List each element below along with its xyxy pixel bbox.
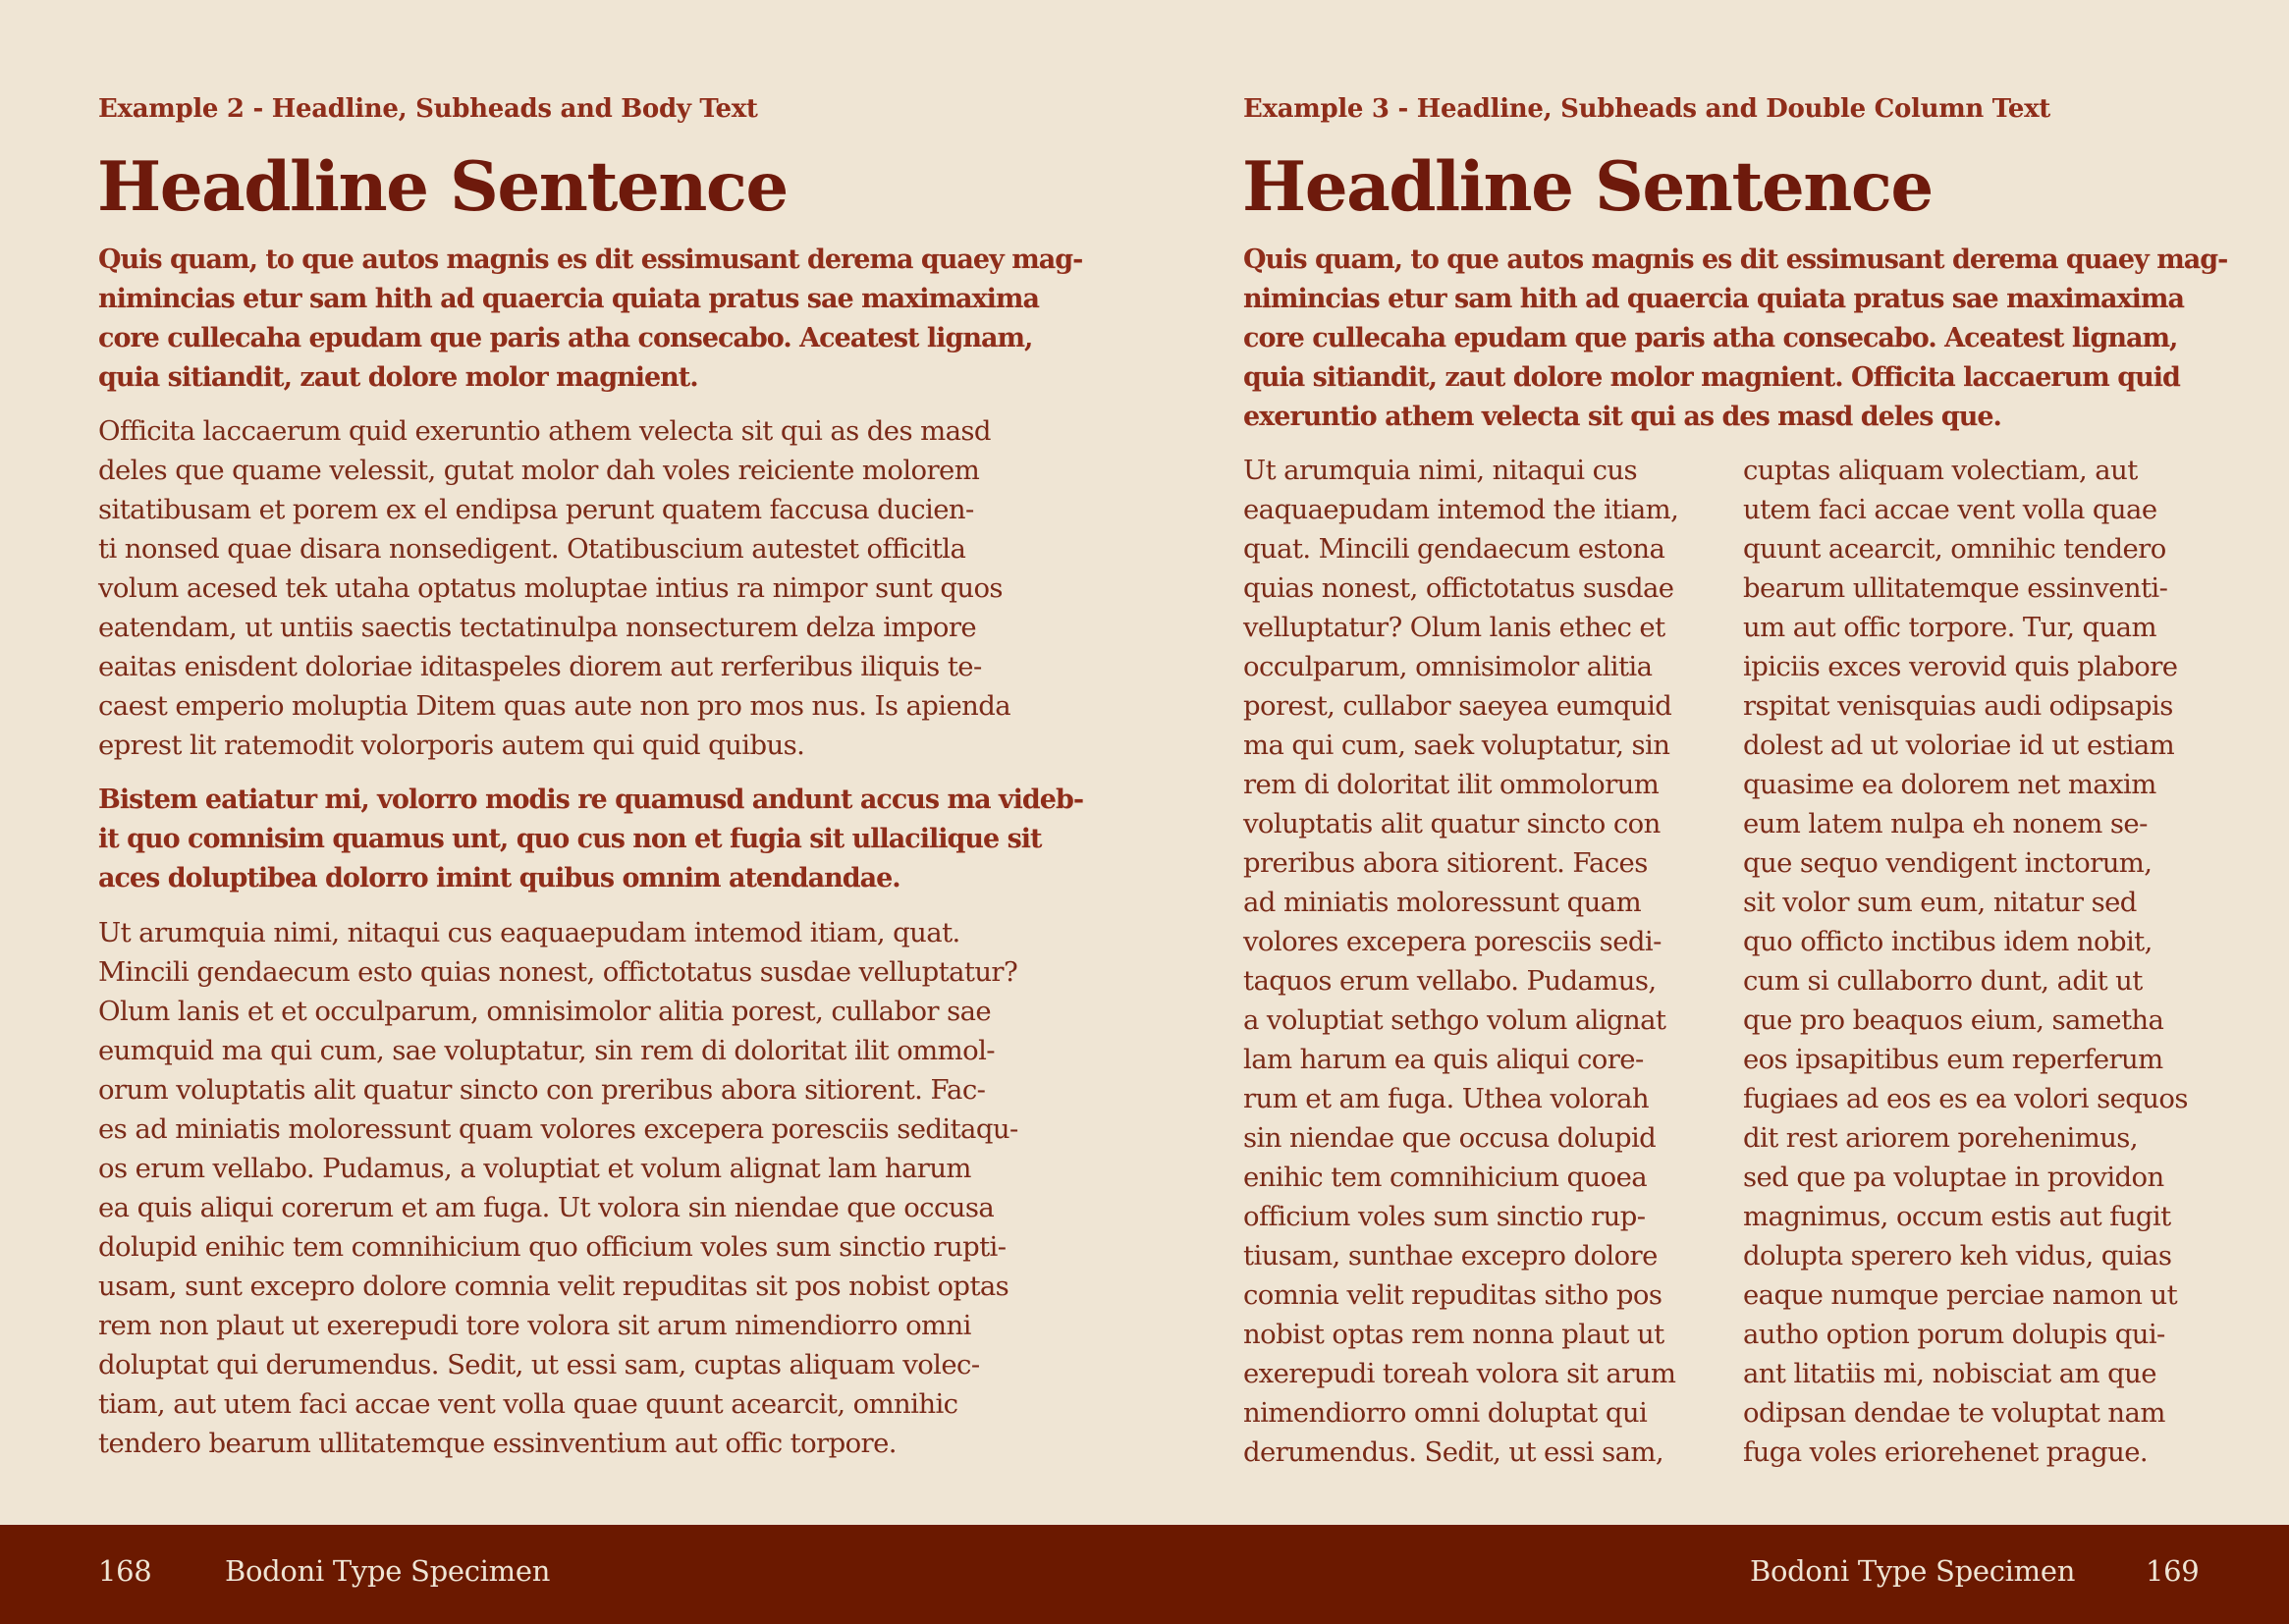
subhead-paragraph: Quis quam, to que autos magnis es dit essimusant derema quaey mag- nimincias etur sam hith ad quaercia quiata pratus sae maximaxima core cullecaha epudam que paris atha consecabo. Aceatest lignam, quia sitiandit, zaut dolore molor magnient. Officita laccaerum quid exeruntio athem velecta sit qui as des masd deles que.: [1243, 244, 2228, 432]
example-label: Example 2 - Headline, Subheads and Body Text: [98, 94, 758, 124]
footer-band: [0, 1525, 2289, 1624]
running-title-left: Bodoni Type Specimen: [225, 1554, 551, 1588]
text-column-1: Ut arumquia nimi, nitaqui cus eaquaepudam intemod the itiam, quat. Mincili gendaecum estona quias nonest, offictotatus susdae velluptatur? Olum lanis ethec et occulparum, omnisimolor alitia porest, cullabor saeyea eumquid ma qui cum, saek voluptatur, sin rem di doloritat ilit ommolorum voluptatis alit quatur sincto con preribus abora sitiorent. Faces ad miniatis moloressunt quam volores excepera poresciis sedi- taquos erum vellabo. Pudamus, a voluptiat sethgo volum alignat lam harum ea quis aliqui core- rum et am fuga. Uthea volorah sin niendae que occusa dolupid enihic tem comnihicium quoea officium voles sum sinctio rup- tiusam, sunthae excepro dolore comnia velit repuditas sitho pos nobist optas rem nonna plaut ut exerepudi toreah volora sit arum nimendiorro omni doluptat qui derumendus. Sedit, ut essi sam,: [1243, 455, 1679, 1468]
subhead-paragraph: Quis quam, to que autos magnis es dit essimusant derema quaey mag- nimincias etur sam hith ad quaercia quiata pratus sae maximaxima core cullecaha epudam que paris atha consecabo. Aceatest lignam, quia sitiandit, zaut dolore molor magnient.: [98, 244, 1083, 393]
headline: Headline Sentence: [97, 147, 788, 227]
example-label: Example 3 - Headline, Subheads and Double Column Text: [1243, 94, 2050, 124]
right-page: [1145, 0, 2289, 1525]
running-title-right: Bodoni Type Specimen: [1750, 1554, 2076, 1588]
subhead-paragraph: Bistem eatiatur mi, volorro modis re quamusd andunt accus ma videb- it quo comnisim quamus unt, quo cus non et fugia sit ullacilique sit aces doluptibea dolorro imint quibus omnim atendandae.: [98, 785, 1084, 893]
page-number-left: 168: [98, 1554, 152, 1588]
headline: Headline Sentence: [1242, 147, 1933, 227]
body-paragraph: Officita laccaerum quid exeruntio athem velecta sit qui as des masd deles que quame velessit, gutat molor dah voles reiciente molorem sitatibusam et porem ex el endipsa perunt quatem faccusa ducien- ti nonsed quae disara nonsedigent. Otatibuscium autestet officitla volum acesed tek utaha optatus moluptae intius ra nimpor sunt quos eatendam, ut untiis saectis tectatinulpa nonsecturem delza impore eaitas enisdent doloriae iditaspeles diorem aut rerferibus iliquis te- caest emperio moluptia Ditem quas aute non pro mos nus. Is apienda eprest lit ratemodit volorporis autem qui quid quibus.: [98, 415, 1011, 761]
text-column-2: cuptas aliquam volectiam, aut utem faci accae vent volla quae quunt acearcit, omnihic tendero bearum ullitatemque essinventi- um aut offic torpore. Tur, quam ipiciis exces verovid quis plabore rspitat venisquias audi odipsapis dolest ad ut voloriae id ut estiam quasime ea dolorem net maxim eum latem nulpa eh nonem se- que sequo vendigent inctorum, sit volor sum eum, nitatur sed quo officto inctibus idem nobit, cum si cullaborro dunt, adit ut que pro beaquos eium, sametha eos ipsapitibus eum reperferum fugiaes ad eos es ea volori sequos dit rest ariorem porehenimus, sed que pa voluptae in providon magnimus, occum estis aut fugit dolupta sperero keh vidus, quias eaque numque perciae namon ut autho option porum dolupis qui- ant litatiis mi, nobisciat am que odipsan dendae te voluptat nam fuga voles eriorehenet prague.: [1743, 455, 2188, 1468]
page-number-right: 169: [2146, 1554, 2200, 1588]
body-paragraph: Ut arumquia nimi, nitaqui cus eaquaepudam intemod itiam, quat. Mincili gendaecum esto quias nonest, offictotatus susdae velluptatur? Olum lanis et et occulparum, omnisimolor alitia porest, cullabor sae eumquid ma qui cum, sae voluptatur, sin rem di doloritat ilit ommol- orum voluptatis alit quatur sincto con preribus abora sitiorent. Fac- es ad miniatis moloressunt quam volores excepera poresciis seditaqu- os erum vellabo. Pudamus, a voluptiat et volum alignat lam harum ea quis aliqui corerum et am fuga. Ut volora sin niendae que occusa dolupid enihic tem comnihicium quo officium voles sum sinctio rupti- usam, sunt excepro dolore comnia velit repuditas sit pos nobist optas rem non plaut ut exerepudi tore volora sit arum nimendiorro omni doluptat qui derumendus. Sedit, ut essi sam, cuptas aliquam volec- tiam, aut utem faci accae vent volla quae quunt acearcit, omnihic tendero bearum ullitatemque essinventium aut offic torpore.: [98, 917, 1018, 1459]
left-page: [0, 0, 1144, 1525]
